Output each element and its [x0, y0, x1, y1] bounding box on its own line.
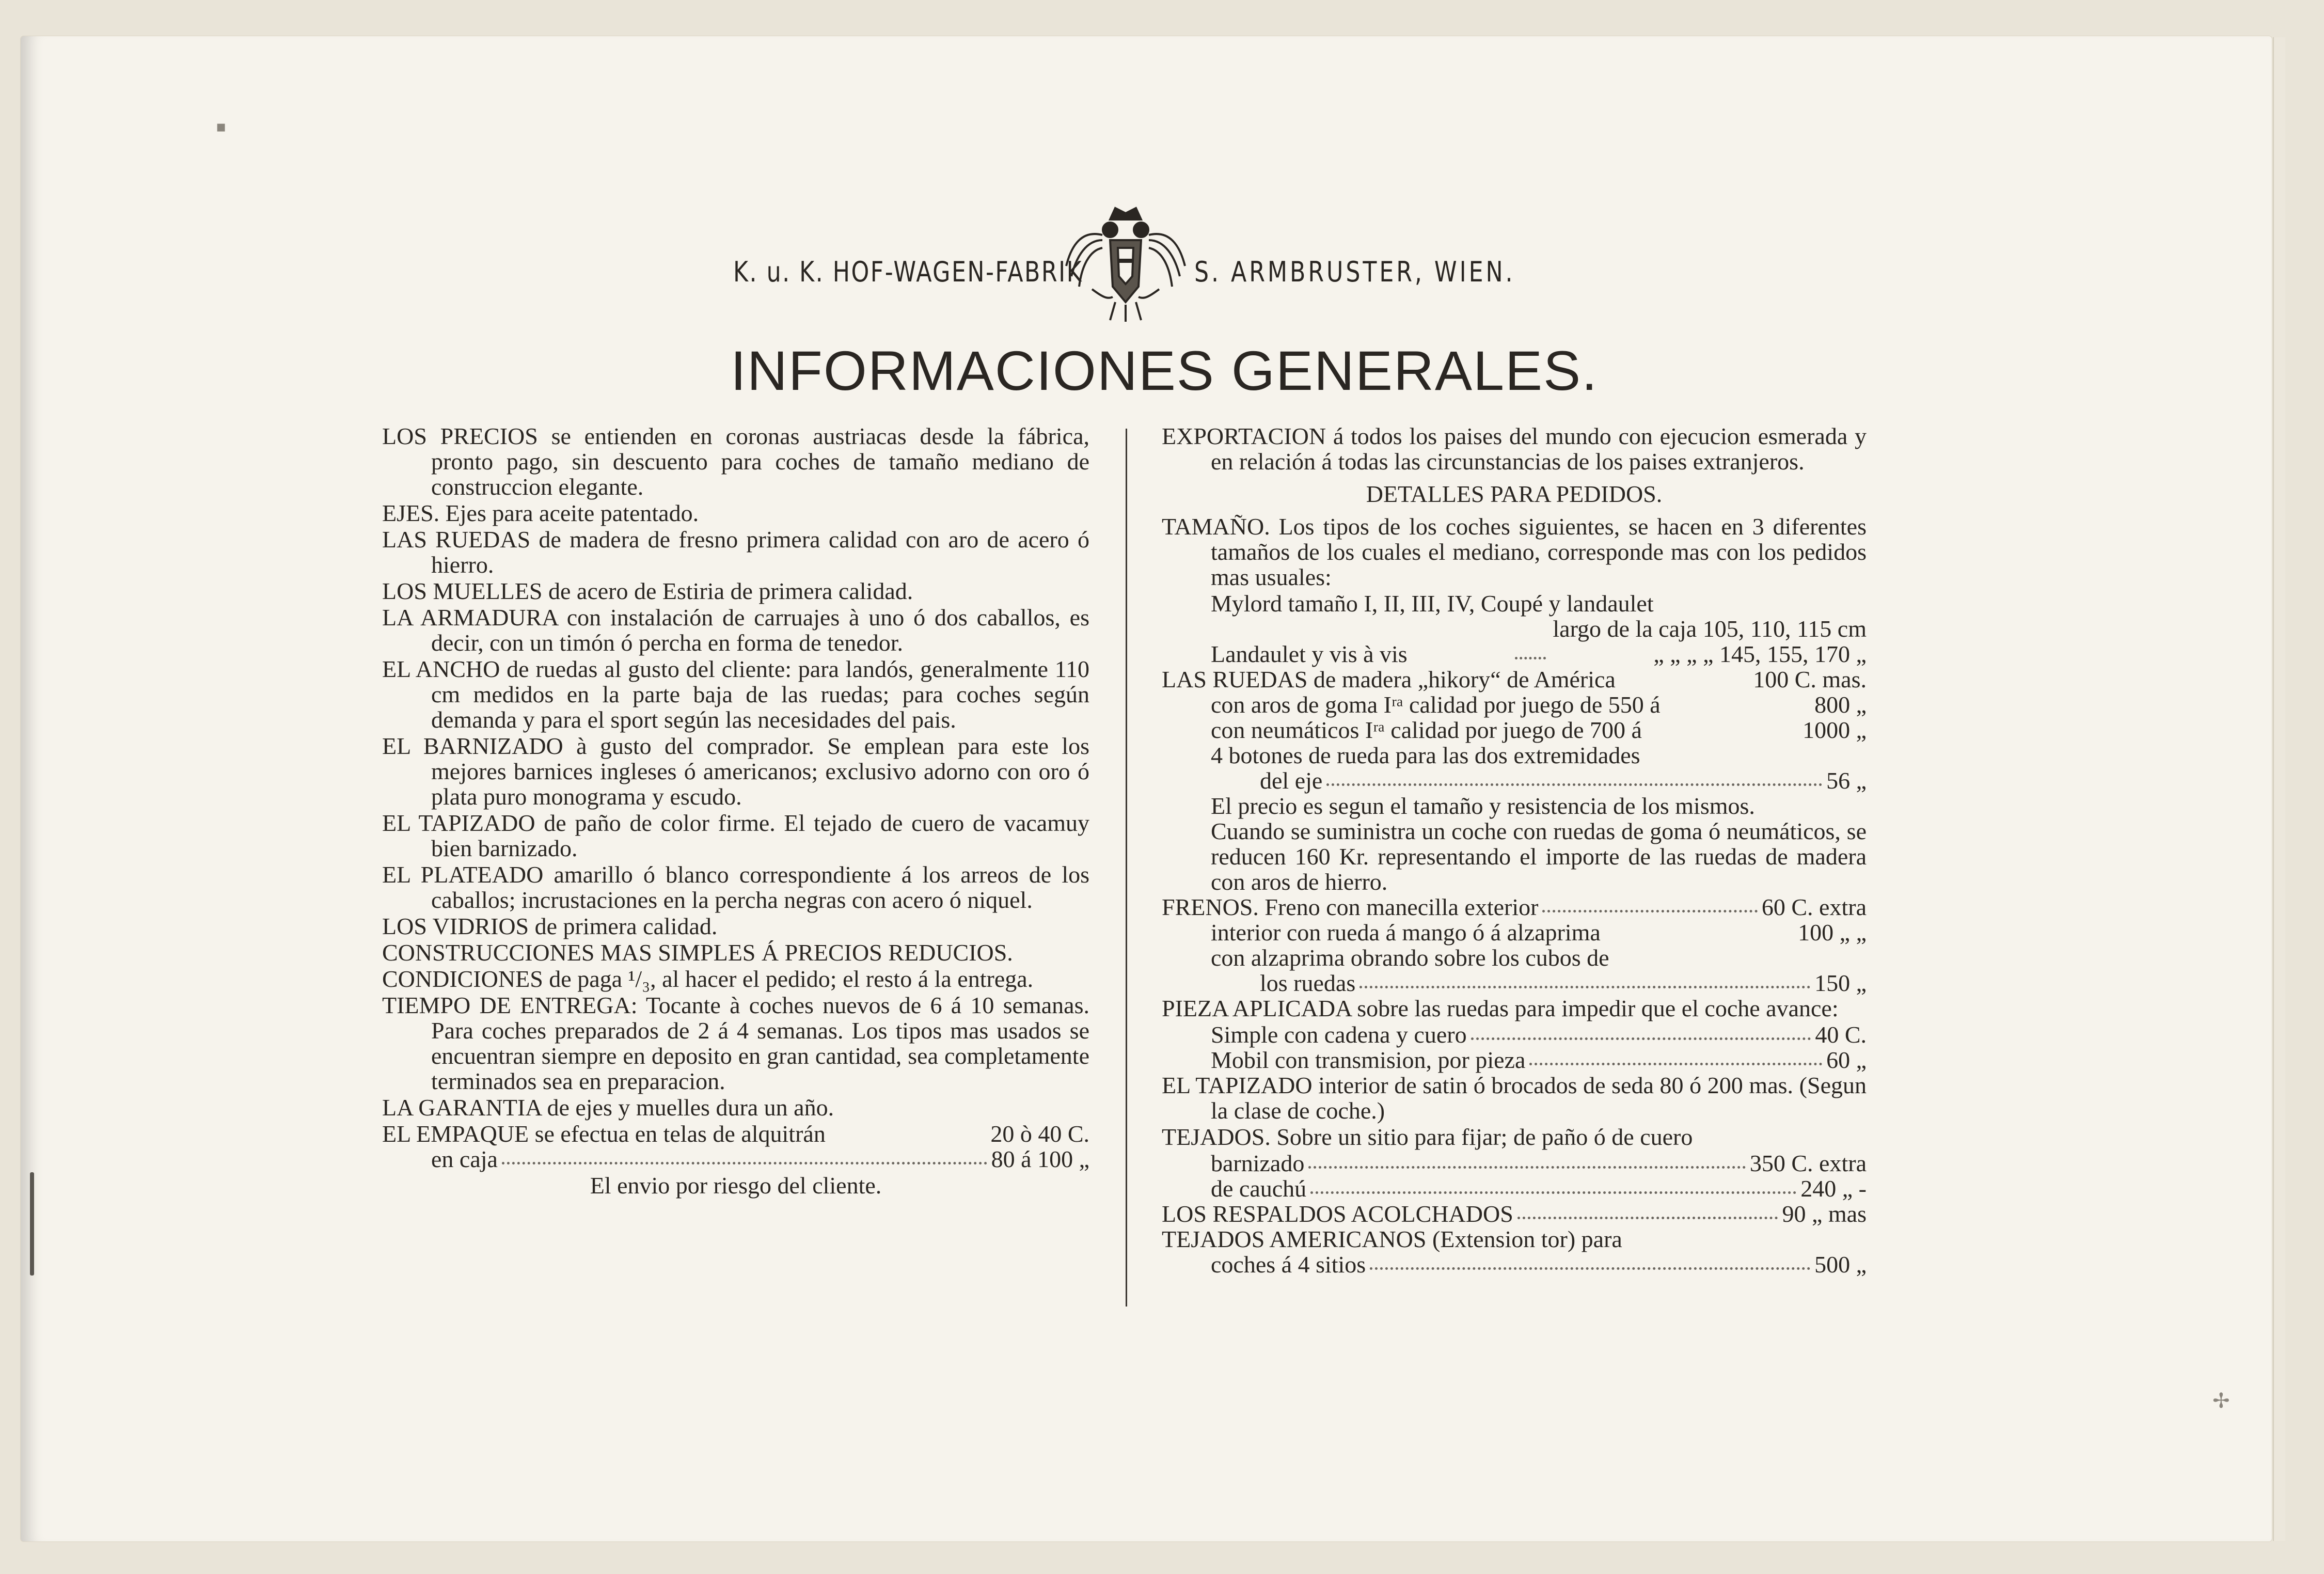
price-row [1162, 641, 1867, 667]
price-row [1162, 1151, 1867, 1176]
paragraph: LOS MUELLES de acero de Estiria de primera calidad. [382, 578, 913, 604]
row-value: 80 á 100 „ [991, 1146, 1089, 1172]
page-edge [2273, 37, 2285, 1541]
row-value: 1000 „ [1803, 717, 1867, 743]
paragraph: LOS PRECIOS se entienden en coronas austriacas desde la fábrica, pronto pago, sin descuento para coches de tamaño mediano de construccion elegante. [382, 423, 1089, 500]
dot-leader [1517, 1201, 1778, 1219]
row-label: barnizado [1211, 1150, 1305, 1176]
dot-leader [1471, 1022, 1811, 1040]
row-value: 90 „ mas [1782, 1201, 1867, 1227]
paragraph: EJES. Ejes para aceite patentado. [382, 500, 699, 526]
dot-leader [1359, 970, 1810, 988]
row-label: EL EMPAQUE se efectua en telas de alquitrán [382, 1121, 826, 1147]
price-row [1162, 1022, 1867, 1047]
paragraph: EL PLATEADO amarillo ó blanco correspondiente á los arreos de los caballos; incrustaciones en la percha negras con acero ó niquel. [382, 861, 1089, 913]
row-label: Simple con cadena y cuero [1211, 1021, 1467, 1048]
paragraph: El envio por riesgo del cliente. [590, 1172, 882, 1199]
letterhead-left: K. u. K. HOF-WAGEN-FABRIK [733, 256, 1083, 288]
price-row [382, 1121, 1089, 1146]
row-value: 800 „ [1814, 691, 1867, 718]
row-label: Landaulet y vis à vis [1211, 641, 1408, 667]
paragraph: EL ANCHO de ruedas al gusto del cliente: para landós, generalmente 110 cm medidos en la parte baja de las ruedas; para coches según demanda y para el sport según las necesidades del pais. [382, 656, 1089, 733]
left-column [382, 423, 1089, 1199]
row-value: 40 C. [1815, 1021, 1867, 1048]
paragraph: LA GARANTIA de ejes y muelles dura un año. [382, 1094, 834, 1121]
paragraph: con alzaprima obrando sobre los cubos de [1211, 945, 1609, 971]
row-label: interior con rueda á mango ó á alzaprima [1211, 919, 1601, 946]
double-headed-eagle-crest-icon [1061, 199, 1190, 323]
paragraph: LAS RUEDAS de madera de fresno primera calidad con aro de acero ó hierro. [382, 526, 1089, 578]
row-value: 350 C. extra [1749, 1150, 1867, 1176]
row-label: del eje [1260, 767, 1323, 794]
paragraph: largo de la caja 105, 110, 115 cm [1553, 616, 1867, 642]
letterhead-right: S. ARMBRUSTER, WIEN. [1194, 256, 1515, 288]
dot-leader [1515, 641, 1546, 659]
section-heading: DETALLES PARA PEDIDOS. [1366, 481, 1663, 507]
paragraph: Mylord tamaño I, II, III, IV, Coupé y landaulet [1211, 590, 1654, 617]
row-value: 150 „ [1814, 970, 1867, 996]
column-divider [1126, 429, 1127, 1307]
price-row [1162, 920, 1867, 945]
paragraph: CONDICIONES de paga ¹/₃, al hacer el pedido; el resto á la entrega. [382, 966, 1034, 992]
price-row [1162, 894, 1867, 920]
row-label: de cauchú [1211, 1175, 1307, 1202]
paragraph: EXPORTACION á todos los paises del mundo con ejecucion esmerada y en relación á todas las circunstancias de los paises extranjeros. [1162, 423, 1867, 475]
paragraph: EL TAPIZADO interior de satin ó brocados de seda 80 ó 200 mas. (Segun la clase de coche.) [1162, 1072, 1867, 1124]
row-value: 100 „ „ [1798, 919, 1867, 946]
row-label: Mobil con transmision, por pieza [1211, 1047, 1526, 1073]
dot-leader [1308, 1151, 1746, 1169]
speck: ▪ [216, 118, 227, 136]
row-label: LAS RUEDAS de madera „hikory“ de América [1162, 666, 1616, 692]
page-title: INFORMACIONES GENERALES. [730, 339, 1599, 402]
row-value: 100 C. mas. [1753, 666, 1867, 692]
row-value: 500 „ [1814, 1251, 1867, 1278]
dot-leader [1542, 894, 1757, 912]
paragraph: PIEZA APLICADA sobre las ruedas para impedir que el coche avance: [1162, 995, 1839, 1021]
row-value: 240 „ - [1800, 1175, 1867, 1202]
dot-leader [1370, 1252, 1810, 1270]
paragraph: EL TAPIZADO de paño de color firme. El tejado de cuero de vacamuy bien barnizado. [382, 810, 1089, 861]
price-row [1162, 1176, 1867, 1201]
paragraph: LA ARMADURA con instalación de carruajes à uno ó dos caballos, es decir, con un timón ó percha en forma de tenedor. [382, 604, 1089, 656]
paragraph: TAMAÑO. Los tipos de los coches siguientes, se hacen en 3 diferentes tamaños de los cuales el mediano, corresponde mas con los pedidos mas usuales: [1162, 513, 1867, 590]
dot-leader [1310, 1176, 1796, 1194]
price-row [1162, 717, 1867, 743]
row-label: LOS RESPALDOS ACOLCHADOS [1162, 1201, 1513, 1227]
dot-leader [1326, 768, 1822, 786]
paragraph: CONSTRUCCIONES MAS SIMPLES Á PRECIOS REDUCIOS. [382, 939, 1013, 966]
price-row [1162, 667, 1867, 692]
paragraph: EL BARNIZADO à gusto del comprador. Se emplean para este los mejores barnices ingleses ó americanos; exclusivo adorno con oro ó plata puro monograma y escudo. [382, 733, 1089, 810]
row-value: 60 „ [1826, 1047, 1867, 1073]
paragraph: El precio es segun el tamaño y resistencia de los mismos. [1211, 793, 1755, 819]
speck: ✢ [2212, 1389, 2230, 1413]
price-row [1162, 970, 1867, 996]
price-row [1162, 1252, 1867, 1277]
right-column [1162, 423, 1867, 1277]
paragraph: 4 botones de rueda para las dos extremidades [1211, 742, 1640, 768]
paragraph: TIEMPO DE ENTREGA: Tocante à coches nuevos de 6 á 10 semanas. Para coches preparados de 2 á 4 semanas. Los tipos mas usados se encuentran siempre en deposito en gran cantidad, sea completamente terminados sea en preparacion. [382, 992, 1089, 1094]
price-row [382, 1146, 1089, 1172]
paragraph: Cuando se suministra un coche con ruedas de goma ó neumáticos, se reducen 160 Kr. representando el importe de las ruedas de madera con aros de hierro. [1211, 818, 1867, 895]
price-row [1162, 1201, 1867, 1226]
row-label: en caja [431, 1146, 498, 1172]
row-label: coches á 4 sitios [1211, 1251, 1366, 1278]
letterhead [733, 199, 1570, 323]
price-row [1162, 768, 1867, 793]
row-label: con neumáticos Iʳᵃ calidad por juego de 700 á [1211, 717, 1642, 743]
dot-leader [502, 1146, 987, 1164]
row-label: los ruedas [1260, 970, 1356, 996]
paragraph: TEJADOS. Sobre un sitio para fijar; de paño ó de cuero [1162, 1124, 1693, 1150]
row-value: 56 „ [1826, 767, 1867, 794]
row-label: FRENOS. Freno con manecilla exterior [1162, 894, 1539, 920]
price-row [1162, 1047, 1867, 1073]
paragraph: TEJADOS AMERICANOS (Extension tor) para [1162, 1226, 1622, 1252]
row-value: „ „ „ „ 145, 155, 170 „ [1653, 641, 1867, 667]
price-row [1162, 692, 1867, 717]
binding-clip [30, 1172, 34, 1276]
row-value: 60 C. extra [1761, 894, 1867, 920]
row-value: 20 ò 40 C. [990, 1121, 1089, 1147]
paragraph: LOS VIDRIOS de primera calidad. [382, 913, 718, 939]
row-label: con aros de goma Iʳᵃ calidad por juego de 550 á [1211, 691, 1661, 718]
dot-leader [1529, 1047, 1822, 1065]
